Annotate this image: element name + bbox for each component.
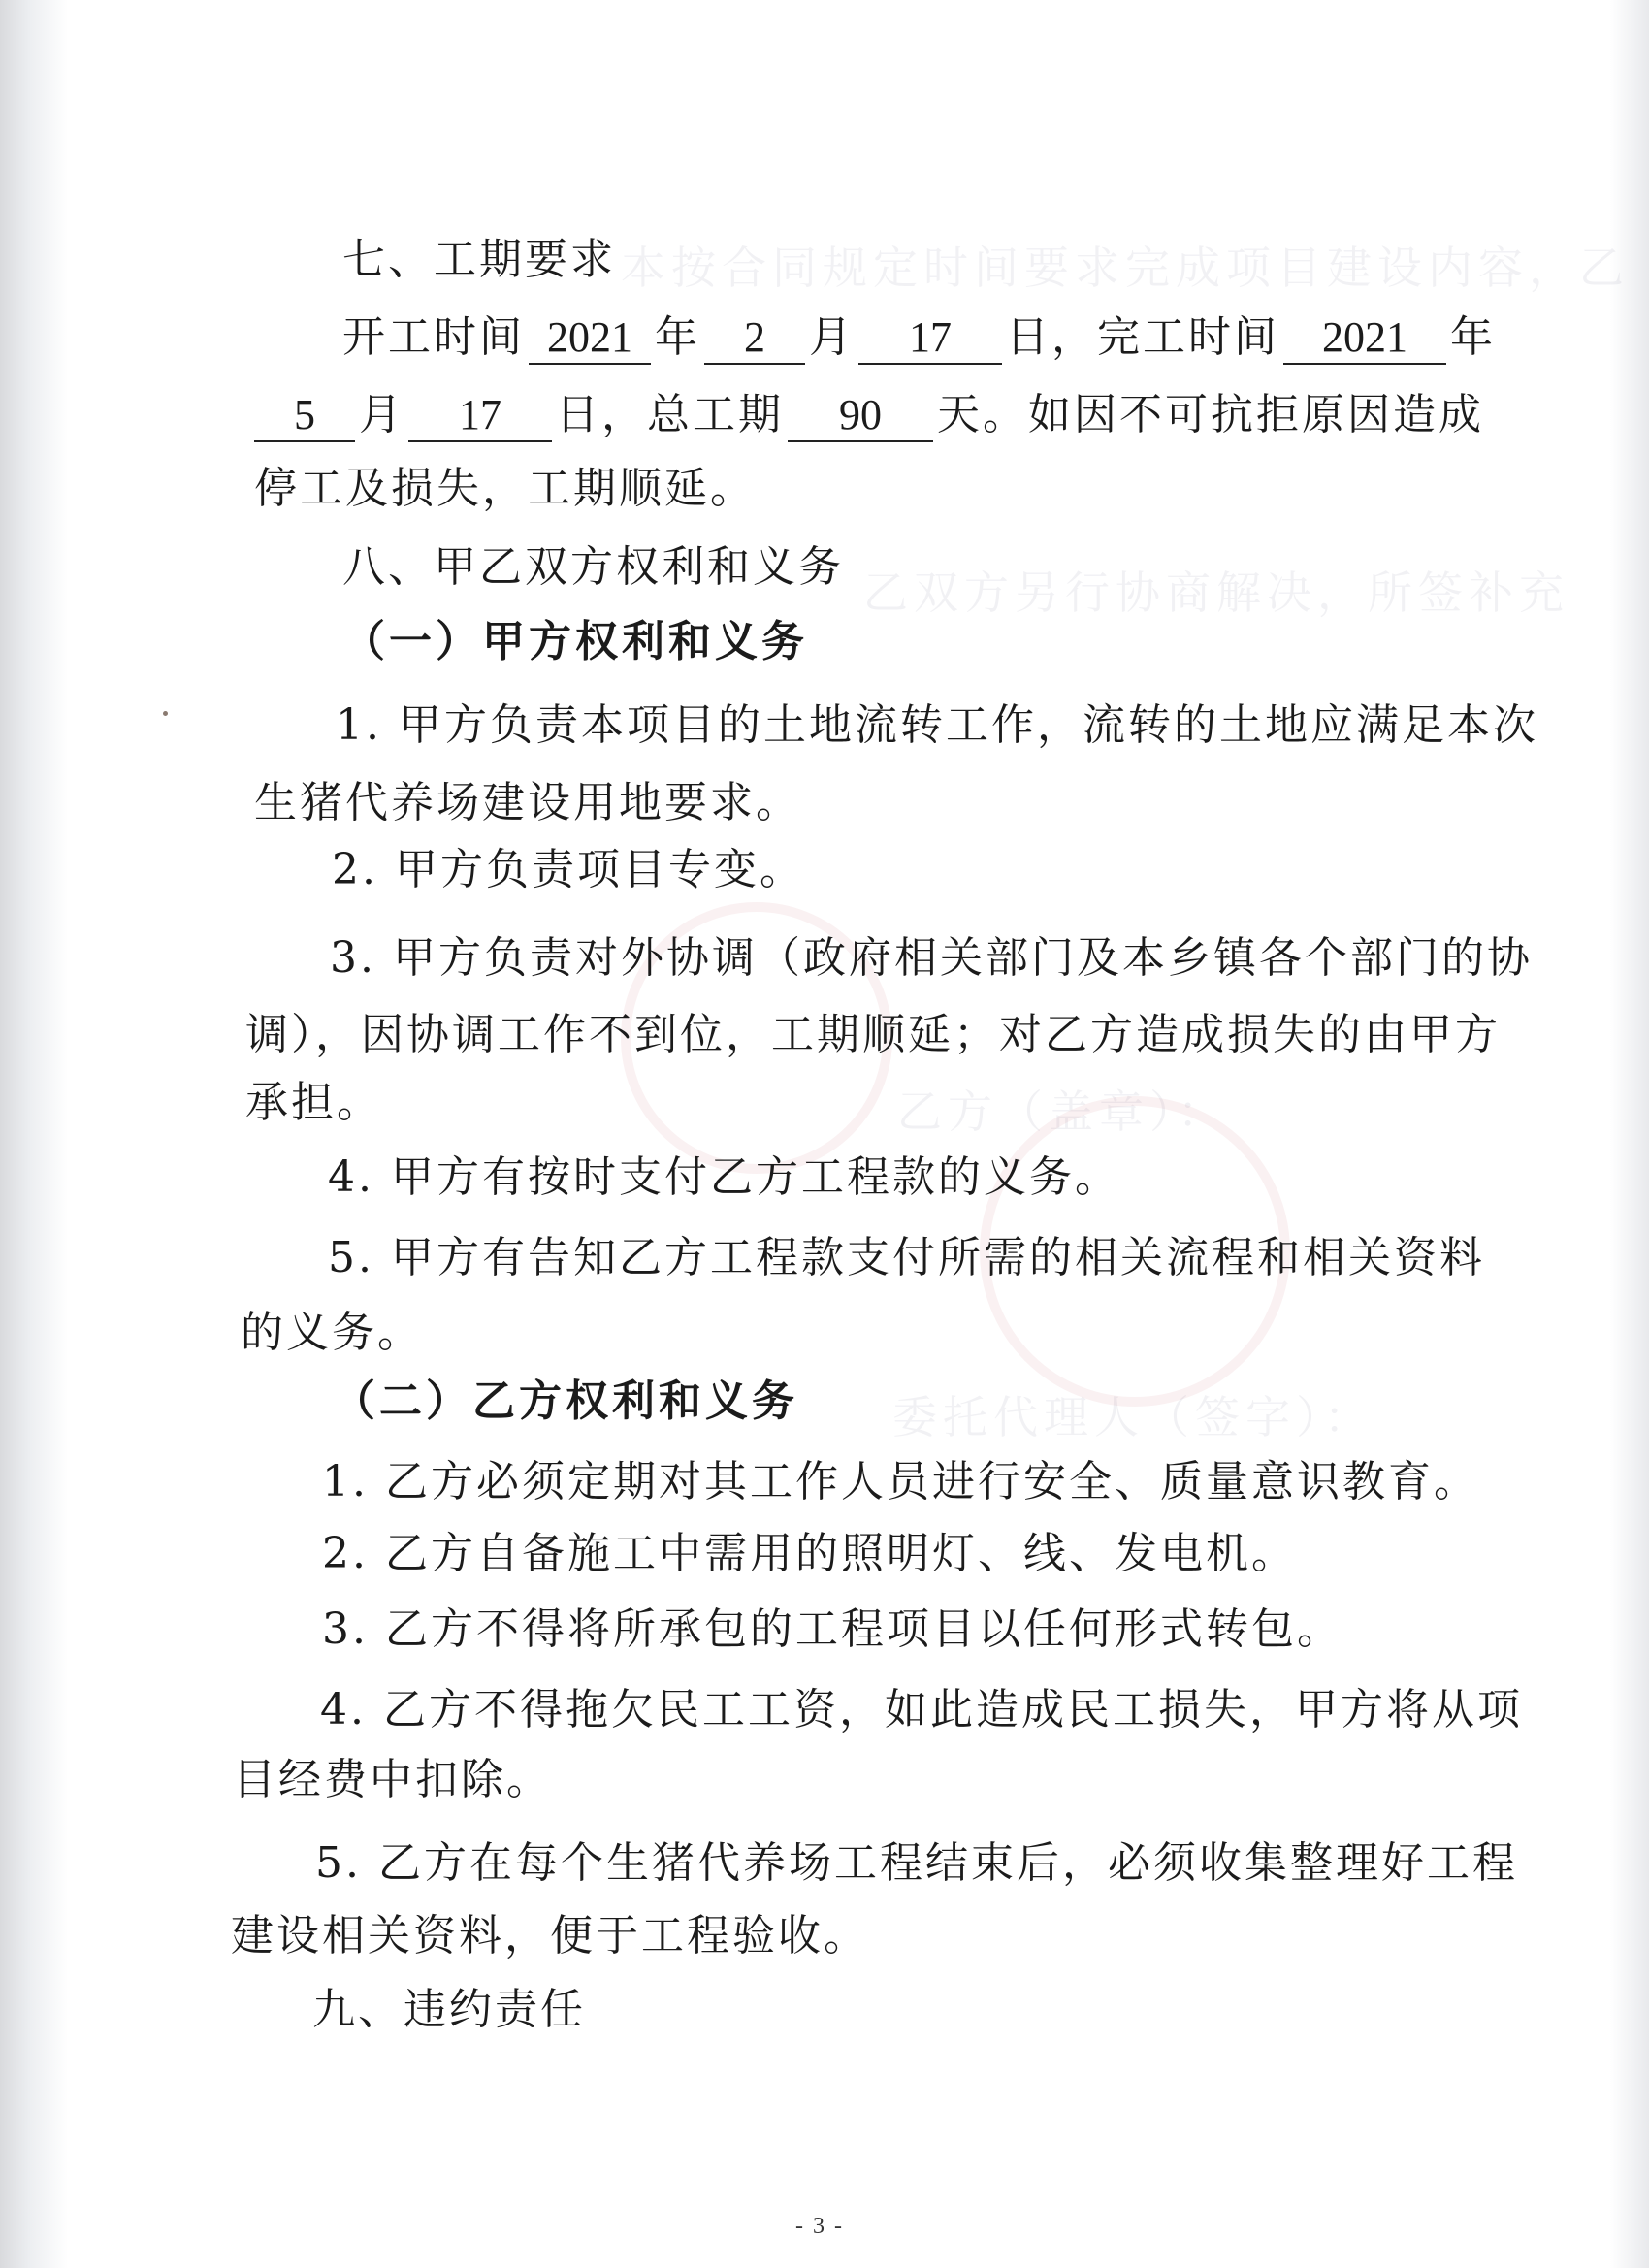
party-a-item-3: 3. 甲方负责对外协调（政府相关部门及本乡镇各个部门的协 xyxy=(330,933,1533,983)
start-day-value: 17 xyxy=(858,312,1002,365)
party-b-item-4: 4. 乙方不得拖欠民工工资，如此造成民工损失，甲方将从项 xyxy=(320,1685,1523,1734)
party-b-item-5-cont: 建设相关资料，便于工程验收。 xyxy=(231,1911,869,1960)
end-year-value: 2021 xyxy=(1283,312,1446,365)
schedule-line-1 xyxy=(342,308,1496,367)
end-day-value: 17 xyxy=(408,390,552,442)
party-a-item-3-cont: 调），因协调工作不到位，工期顺延；对乙方造成损失的由甲方 xyxy=(245,1010,1501,1059)
party-a-item-2: 2. 甲方负责项目专变。 xyxy=(332,845,805,894)
start-time-label: 开工时间 xyxy=(342,312,525,362)
month-label: 月 xyxy=(809,312,855,362)
bleed-through-text: 乙双方另行协商解决，所签补充 xyxy=(863,567,1569,619)
bleed-through-text: 委托代理人（签字）： xyxy=(892,1391,1374,1443)
year-label: 年 xyxy=(1450,312,1496,362)
party-a-item-5: 5. 甲方有告知乙方工程款支付所需的相关流程和相关资料 xyxy=(328,1233,1485,1282)
start-month-value: 2 xyxy=(704,312,805,365)
party-b-item-4-cont: 目经费中扣除。 xyxy=(233,1755,552,1804)
party-a-heading: （一）甲方权利和义务 xyxy=(342,617,808,666)
party-b-item-1: 1. 乙方必须定期对其工作人员进行安全、质量意识教育。 xyxy=(322,1457,1479,1507)
schedule-line-3: 停工及损失，工期顺延。 xyxy=(254,464,756,513)
party-a-item-1: 1. 甲方负责本项目的土地流转工作，流转的土地应满足本次 xyxy=(336,700,1538,750)
party-b-heading: （二）乙方权利和义务 xyxy=(333,1377,798,1426)
bleed-through-text: 本按合同规定时间要求完成项目建设内容，乙 xyxy=(621,242,1630,294)
force-majeure-text: 天。如因不可抗拒原因造成 xyxy=(937,390,1484,439)
year-label: 年 xyxy=(655,312,700,362)
party-b-item-2: 2. 乙方自备施工中需用的照明灯、线、发电机。 xyxy=(322,1529,1297,1578)
duration-label: 日，总工期 xyxy=(556,390,784,439)
duration-value: 90 xyxy=(788,390,933,442)
bleed-through-text: 乙方（盖章）： xyxy=(897,1085,1228,1138)
page-number: - 3 - xyxy=(795,2214,844,2239)
section-8-heading: 八、甲乙双方权利和义务 xyxy=(342,542,844,592)
party-b-item-3: 3. 乙方不得将所承包的工程项目以任何形式转包。 xyxy=(322,1604,1342,1654)
month-label: 月 xyxy=(359,390,404,439)
party-a-item-5-cont: 的义务。 xyxy=(241,1308,423,1357)
schedule-line-2 xyxy=(254,386,1484,444)
party-a-item-4: 4. 甲方有按时支付乙方工程款的义务。 xyxy=(328,1152,1120,1202)
start-year-value: 2021 xyxy=(529,312,651,365)
section-9-heading: 九、违约责任 xyxy=(312,1985,586,2034)
party-a-item-3-cont2: 承担。 xyxy=(245,1078,382,1127)
end-time-label: 日，完工时间 xyxy=(1006,312,1279,362)
section-7-heading: 七、工期要求 xyxy=(342,235,616,284)
end-month-value: 5 xyxy=(254,390,355,442)
party-a-item-1-cont: 生猪代养场建设用地要求。 xyxy=(254,778,801,827)
party-b-item-5: 5. 乙方在每个生猪代养场工程结束后，必须收集整理好工程 xyxy=(315,1838,1518,1888)
